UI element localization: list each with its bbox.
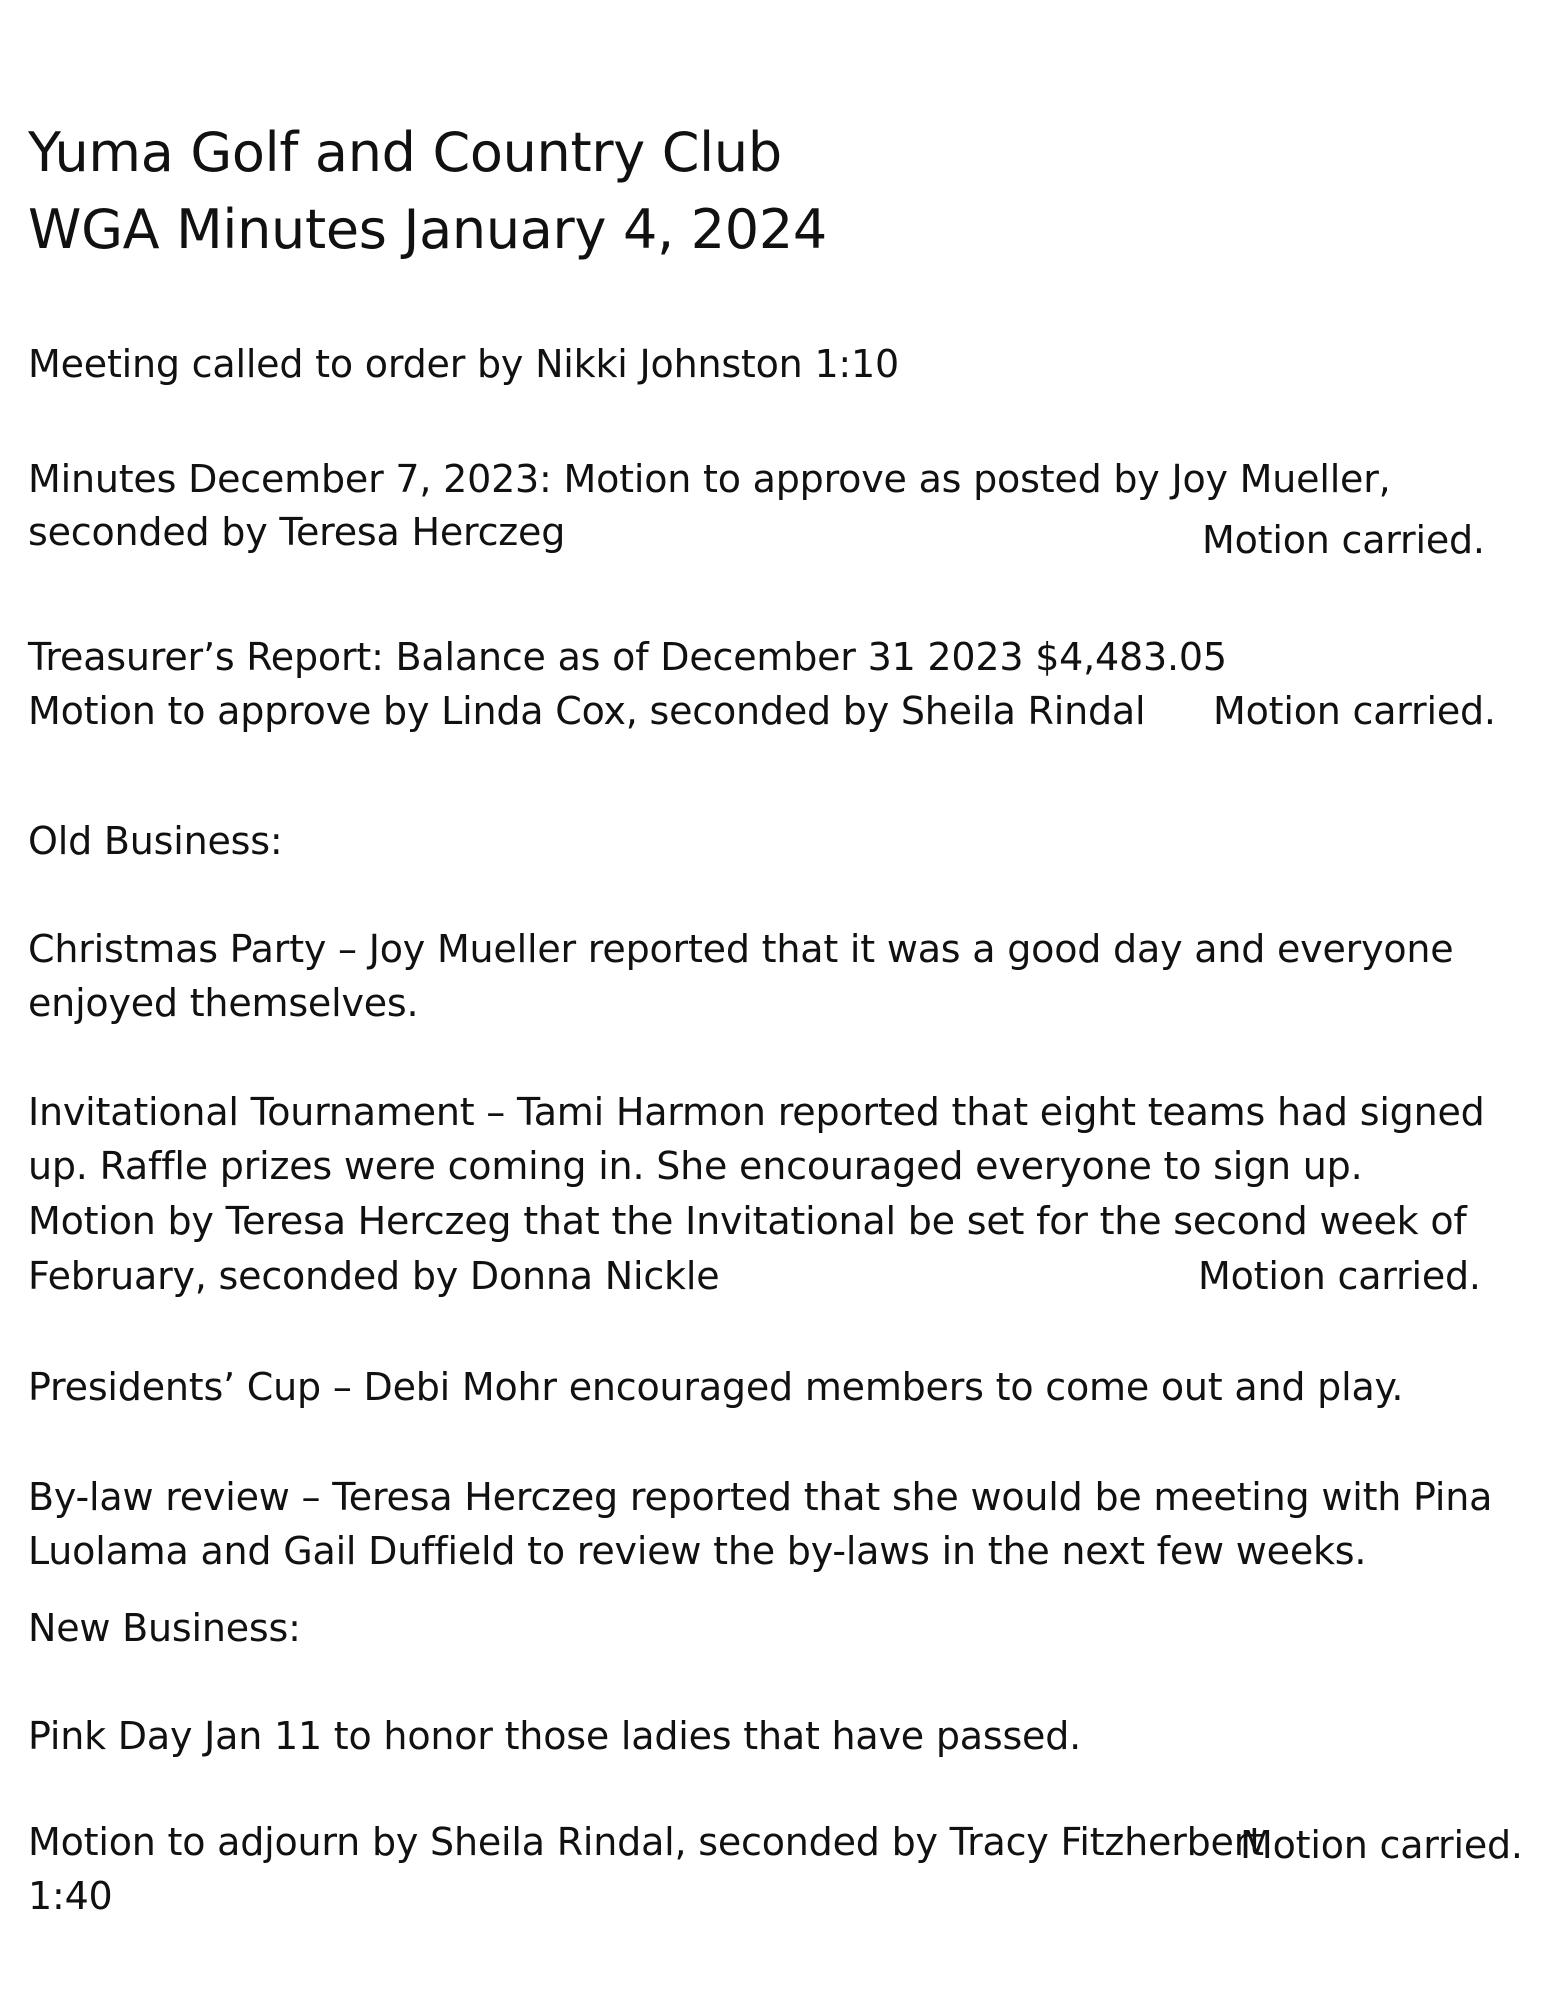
presidents-cup-text: Presidents’ Cup – Debi Mohr encouraged members to come out and play.: [28, 1365, 1404, 1409]
invitational-line-2: up. Raffle prizes were coming in. She encouraged everyone to sign up.: [28, 1144, 1363, 1188]
christmas-party-line-1: Christmas Party – Joy Mueller reported that it was a good day and everyone: [28, 927, 1454, 971]
invitational-motion-result: Motion carried.: [1198, 1254, 1481, 1298]
minutes-approval-line-1: Minutes December 7, 2023: Motion to approve as posted by Joy Mueller,: [28, 457, 1391, 501]
minutes-approval-result: Motion carried.: [1202, 518, 1485, 562]
adjourn-motion-line: Motion to adjourn by Sheila Rindal, seconded by Tracy Fitzherbert: [28, 1820, 1264, 1864]
treasurer-report-line: Treasurer’s Report: Balance as of December 31 2023 $4,483.05: [28, 635, 1227, 679]
treasurer-motion-result: Motion carried.: [1213, 689, 1496, 733]
bylaw-review-line-1: By-law review – Teresa Herczeg reported that she would be meeting with Pina: [28, 1475, 1493, 1519]
adjourn-motion-result: Motion carried.: [1240, 1823, 1523, 1867]
adjourn-time: 1:40: [28, 1874, 113, 1918]
invitational-line-4: February, seconded by Donna Nickle: [28, 1254, 720, 1298]
call-to-order-text: Meeting called to order by Nikki Johnston 1:10: [28, 342, 899, 386]
minutes-title: WGA Minutes January 4, 2024: [28, 198, 827, 261]
bylaw-review-line-2: Luolama and Gail Duffield to review the by-laws in the next few weeks.: [28, 1529, 1367, 1573]
new-business-heading: New Business:: [28, 1606, 301, 1650]
pink-day-text: Pink Day Jan 11 to honor those ladies that have passed.: [28, 1714, 1082, 1758]
invitational-line-3: Motion by Teresa Herczeg that the Invitational be set for the second week of: [28, 1199, 1467, 1243]
club-name-title: Yuma Golf and Country Club: [28, 121, 782, 184]
treasurer-motion-line: Motion to approve by Linda Cox, seconded by Sheila Rindal: [28, 689, 1146, 733]
old-business-heading: Old Business:: [28, 819, 283, 863]
invitational-line-1: Invitational Tournament – Tami Harmon reported that eight teams had signed: [28, 1090, 1485, 1134]
christmas-party-line-2: enjoyed themselves.: [28, 981, 419, 1025]
minutes-approval-line-2: seconded by Teresa Herczeg: [28, 510, 566, 554]
